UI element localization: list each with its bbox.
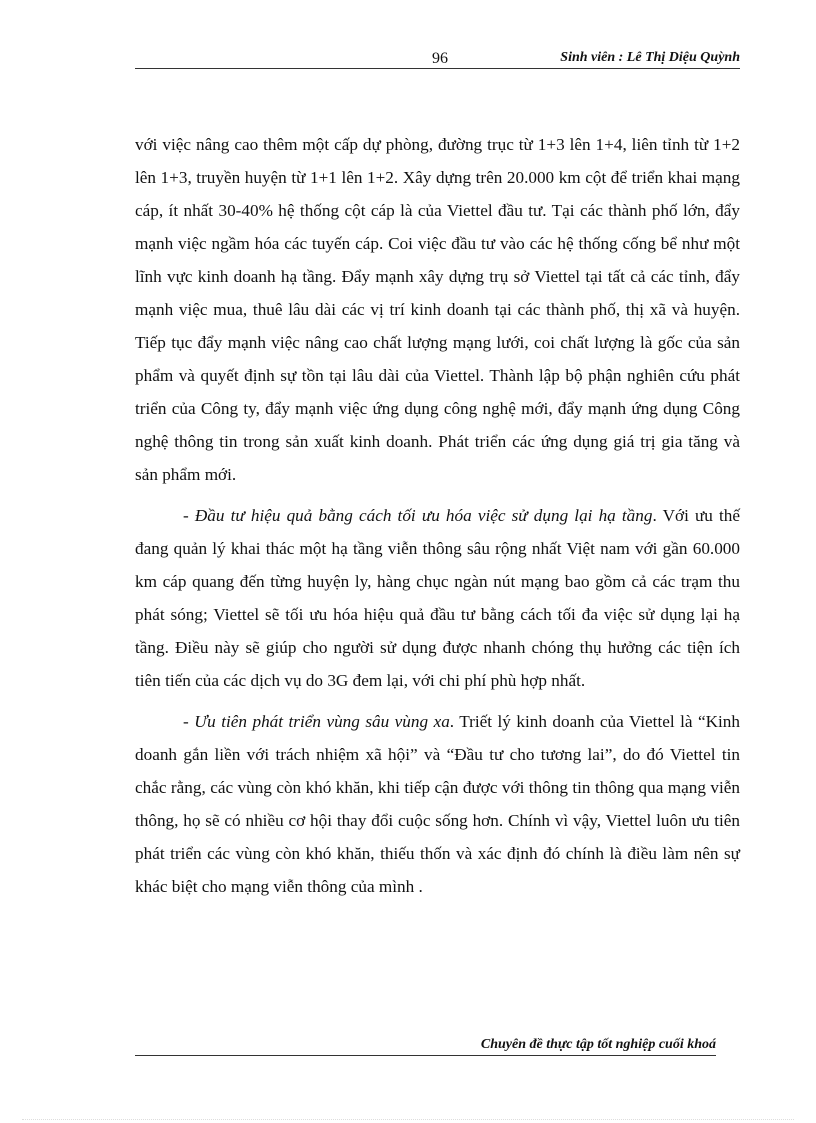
student-name: Sinh viên : Lê Thị Diệu Quỳnh [560,50,740,65]
paragraph-3 [135,705,740,903]
paragraph-2-lead: - Đầu tư hiệu quả bằng cách tối ưu hóa việc sử dụng lại hạ tầng [183,506,653,525]
page-footer [135,1036,716,1056]
paragraph-3-text: . Triết lý kinh doanh của Viettel là “Kinh doanh gắn liền với trách nhiệm xã hội” và “Đầu tư cho tương lai”, do đó Viettel tin chắc rằng, các vùng còn khó khăn, khi tiếp cận được với thông tin thông qua mạng viễn thông, họ sẽ có nhiều cơ hội thay đổi cuộc sống hơn. Chính vì vậy, Viettel luôn ưu tiên phát triển các vùng còn khó khăn, thiếu thốn và xác định đó chính là điều làm nên sự khác biệt cho mạng viễn thông của mình . [135,712,740,896]
paragraph-3-lead: - Ưu tiên phát triển vùng sâu vùng xa [183,712,450,731]
paragraph-1-text: với việc nâng cao thêm một cấp dự phòng, đường trục từ 1+3 lên 1+4, liên tỉnh từ 1+2 lên 1+3, truyền huyện từ 1+1 lên 1+2. Xây dựng trên 20.000 km cột để triển khai mạng cáp, ít nhất 30-40% hệ thống cột cáp là của Viettel đầu tư. Tại các thành phố lớn, đẩy mạnh việc ngầm hóa các tuyến cáp. Coi việc đầu tư vào các hệ thống cống bể như một lĩnh vực kinh doanh hạ tầng. Đẩy mạnh xây dựng trụ sở Viettel tại tất cả các tỉnh, đẩy mạnh việc mua, thuê lâu dài các vị trí kinh doanh tại các thành phố, thị xã và huyện. Tiếp tục đẩy mạnh việc nâng cao chất lượng mạng lưới, coi chất lượng là gốc của sản phẩm và quyết định sự tồn tại lâu dài của Viettel. Thành lập bộ phận nghiên cứu phát triển của Công ty, đẩy mạnh việc ứng dụng công nghệ mới, đẩy mạnh ứng dụng Công nghệ thông tin trong sản xuất kinh doanh. Phát triển các ứng dụng giá trị gia tăng và sản phẩm mới. [135,135,740,484]
paragraph-1 [135,128,740,491]
page-number: 96 [432,50,448,67]
page-header [135,46,740,69]
document-body [135,128,740,911]
paragraph-2-text: . Với ưu thế đang quản lý khai thác một hạ tầng viễn thông sâu rộng nhất Việt nam với gần 60.000 km cáp quang đến từng huyện ly, hàng chục ngàn nút mạng bao gồm cả các trạm thu phát sóng; Viettel sẽ tối ưu hóa hiệu quả đầu tư bằng cách tối đa việc sử dụng lại hạ tầng. Điều này sẽ giúp cho người sử dụng được nhanh chóng thụ hưởng các tiện ích tiên tiến của các dịch vụ do 3G đem lại, với chi phí phù hợp nhất. [135,506,741,690]
paragraph-2 [135,499,740,697]
footer-title: Chuyên đề thực tập tốt nghiệp cuối khoá [480,1037,716,1052]
page-bottom-divider [22,1119,794,1120]
